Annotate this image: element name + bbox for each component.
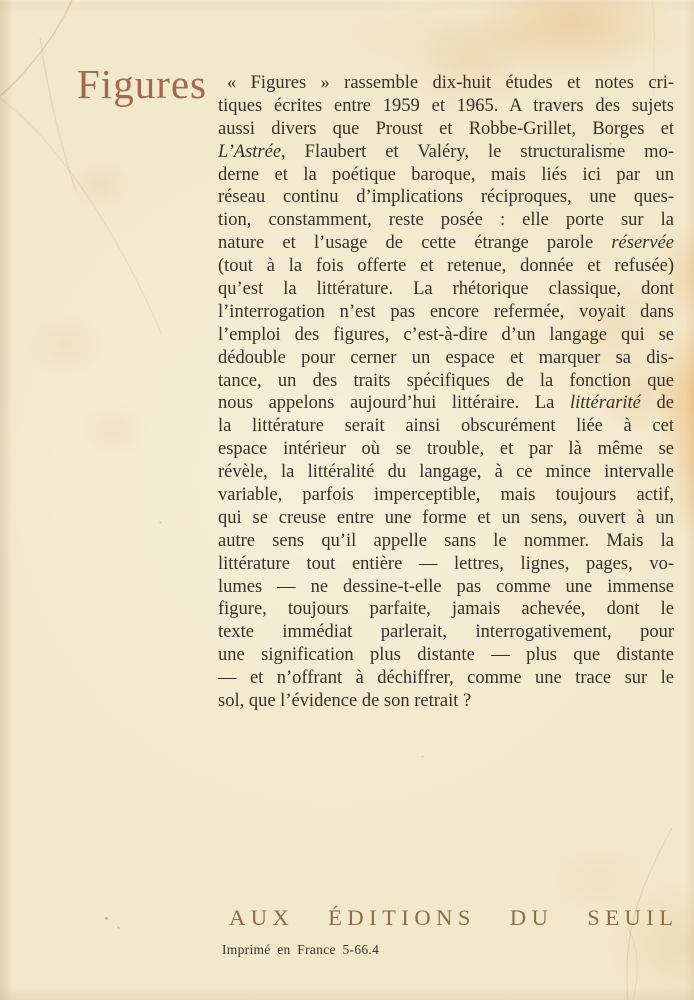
blurb-line: révèle, la littéralité du langage, à ce mince intervalle <box>218 462 674 483</box>
publisher-word: SEUIL <box>587 905 679 930</box>
blurb-line: tion, constamment, reste posée : elle porte sur la <box>218 210 674 231</box>
blurb-line: qu’est la littérature. La rhétorique classique, dont <box>218 279 674 300</box>
imprint-note: Imprimé en France 5-66.4 <box>222 942 380 957</box>
publisher-word: ÉDITIONS <box>328 905 476 930</box>
book-title: Figures <box>77 61 207 107</box>
blurb-line: tance, un des traits spécifiques de la fonction que <box>218 370 674 391</box>
blurb-line: l’emploi des figures, c’est-à-dire d’un langage qui se <box>218 324 674 345</box>
blurb-line: une signification plus distante — plus que distante <box>218 645 674 666</box>
blurb-line: derne et la poétique baroque, mais liés ici par un <box>218 164 674 185</box>
blurb-line: la littérature serait ainsi obscurément liée à cet <box>218 416 674 437</box>
blurb-line: dédouble pour cerner un espace et marquer sa dis- <box>218 347 674 368</box>
blurb-line: qui se creuse entre une forme et un sens, ouvert à un <box>218 507 674 528</box>
blurb-line: variable, parfois imperceptible, mais toujours actif, <box>218 485 674 506</box>
publisher-word: DU <box>509 905 554 930</box>
blurb-line: littérature tout entière — lettres, lignes, pages, vo- <box>218 553 674 574</box>
publisher-word: AUX <box>229 905 295 930</box>
blurb-line: autre sens qu’il appelle sans le nommer. Mais la <box>218 530 674 551</box>
blurb-line: — et n’offrant à déchiffrer, comme une trace sur le <box>218 668 674 689</box>
blurb-line: L’Astrée, Flaubert et Valéry, le structuralisme mo- <box>218 141 674 162</box>
blurb-line: aussi divers que Proust et Robbe-Grillet, Borges et <box>218 118 674 139</box>
blurb-line: figure, toujours parfaite, jamais achevée, dont le <box>218 599 674 620</box>
blurb-line: lumes — ne dessine-t-elle pas comme une immense <box>218 576 674 597</box>
blurb-line: nature et l’usage de cette étrange parole réservée <box>218 233 674 254</box>
blurb-line: nous appelons aujourd’hui littéraire. La littérarité de <box>218 393 674 414</box>
blurb-line: réseau continu d’implications réciproques, une ques- <box>218 187 674 208</box>
blurb-line: espace intérieur où se trouble, et par là même se <box>218 439 674 460</box>
blurb-line: texte immédiat parlerait, interrogativement, pour <box>218 622 674 643</box>
blurb-line: « Figures » rassemble dix-huit études et notes cri- <box>227 73 674 93</box>
blurb-line: sol, que l’évidence de son retrait ? <box>218 691 472 712</box>
blurb-text <box>218 72 674 713</box>
blurb-line: (tout à la fois offerte et retenue, donnée et refusée) <box>218 256 674 277</box>
paper-specks <box>0 0 1 1</box>
publisher-line <box>229 904 679 931</box>
blurb-line: tiques écrites entre 1959 et 1965. A travers des sujets <box>218 95 674 116</box>
blurb-line: l’interrogation n’est pas encore refermée, voyait dans <box>218 301 674 322</box>
